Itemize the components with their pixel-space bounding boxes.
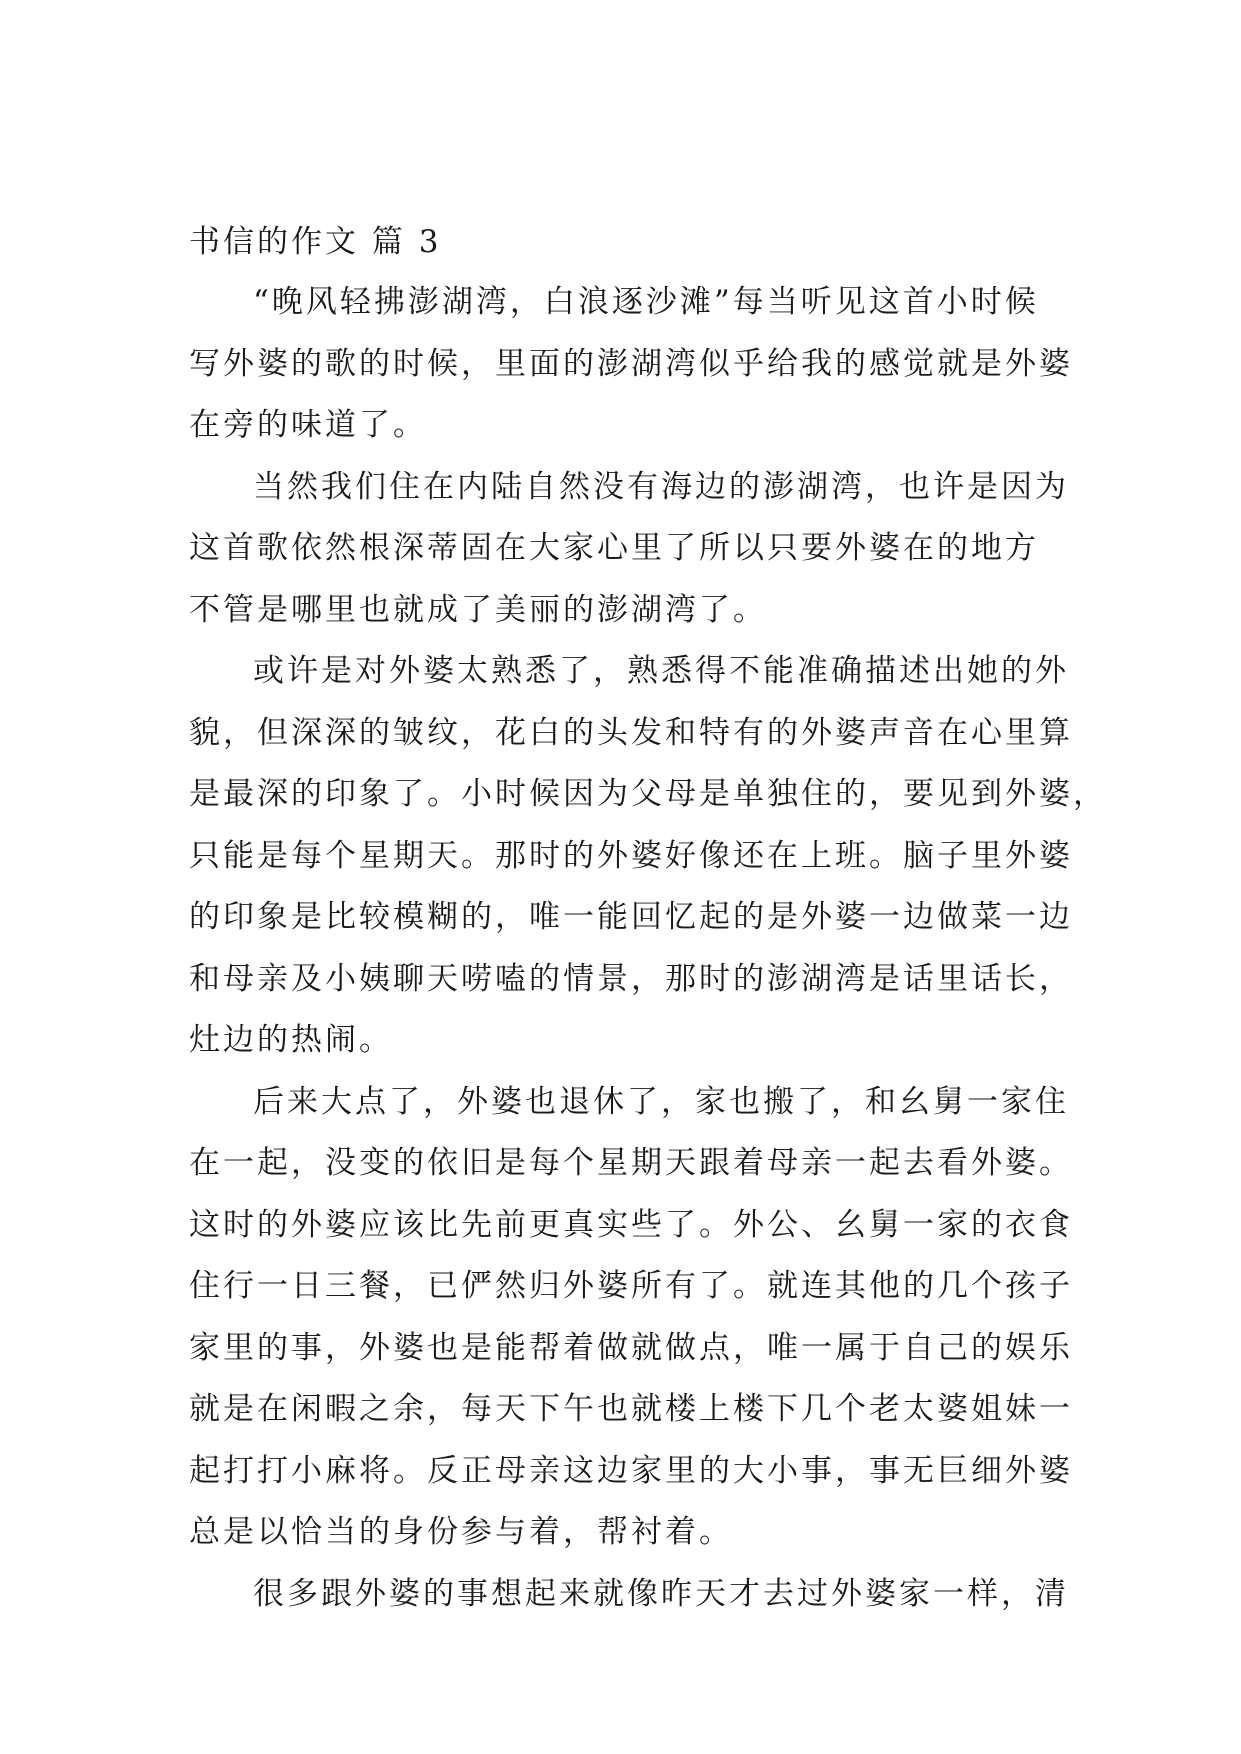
paragraph-line: 住行一日三餐，已俨然归外婆所有了。就连其他的几个孩子 <box>189 1268 1073 1304</box>
paragraph-list <box>189 272 1107 1625</box>
paragraph-line: 很多跟外婆的事想起来就像昨天才去过外婆家一样，清 <box>253 1575 1069 1612</box>
paragraph-line: “晚风轻拂澎湖湾，白浪逐沙滩”每当听见这首小时候 <box>253 284 1039 320</box>
paragraph <box>189 457 1069 642</box>
paragraph-line: 总是以恰当的身份参与着，帮衬着。 <box>189 1514 733 1550</box>
document-title: 书信的作文 篇 3 <box>189 224 442 260</box>
paragraph <box>189 1564 1069 1626</box>
paragraph-line: 起打打小麻将。反正母亲这边家里的大小事，事无巨细外婆 <box>189 1452 1073 1489</box>
paragraph <box>189 272 1073 457</box>
document-body <box>189 222 1107 1625</box>
paragraph-line: 家里的事，外婆也是能帮着做就做点，唯一属于自己的娱乐 <box>189 1329 1073 1366</box>
paragraph-line: 的印象是比较模糊的，唯一能回忆起的是外婆一边做菜一边 <box>189 899 1073 935</box>
paragraph-line: 写外婆的歌的时候，里面的澎湖湾似乎给我的感觉就是外婆 <box>189 345 1073 382</box>
paragraph-line: 是最深的印象了。小时候因为父母是单独住的，要见到外婆， <box>189 776 1107 812</box>
paragraph-line: 和母亲及小姨聊天唠嗑的情景，那时的澎湖湾是话里话长， <box>189 960 1073 997</box>
paragraph-line: 不管是哪里也就成了美丽的澎湖湾了。 <box>189 591 767 628</box>
paragraph-line: 就是在闲暇之余，每天下午也就楼上楼下几个老太婆姐妹一 <box>189 1391 1073 1427</box>
paragraph <box>189 1072 1073 1564</box>
paragraph <box>189 641 1107 1072</box>
paragraph-line: 后来大点了，外婆也退休了，家也搬了，和幺舅一家住 <box>253 1083 1069 1120</box>
paragraph-line: 这时的外婆应该比先前更真实些了。外公、幺舅一家的衣食 <box>189 1206 1073 1243</box>
paragraph-line: 貌，但深深的皱纹，花白的头发和特有的外婆声音在心里算 <box>189 714 1073 751</box>
paragraph-line: 在旁的味道了。 <box>189 407 427 443</box>
paragraph-line: 在一起，没变的依旧是每个星期天跟着母亲一起去看外婆。 <box>189 1145 1073 1181</box>
paragraph-line: 这首歌依然根深蒂固在大家心里了所以只要外婆在的地方 <box>189 530 1039 566</box>
paragraph-line: 或许是对外婆太熟悉了，熟悉得不能准确描述出她的外 <box>253 653 1069 689</box>
paragraph-line: 当然我们住在内陆自然没有海边的澎湖湾，也许是因为 <box>253 468 1069 505</box>
paragraph-line: 只能是每个星期天。那时的外婆好像还在上班。脑子里外婆 <box>189 837 1073 874</box>
title-spacer <box>189 262 1051 272</box>
paragraph-line: 灶边的热闹。 <box>189 1022 393 1058</box>
